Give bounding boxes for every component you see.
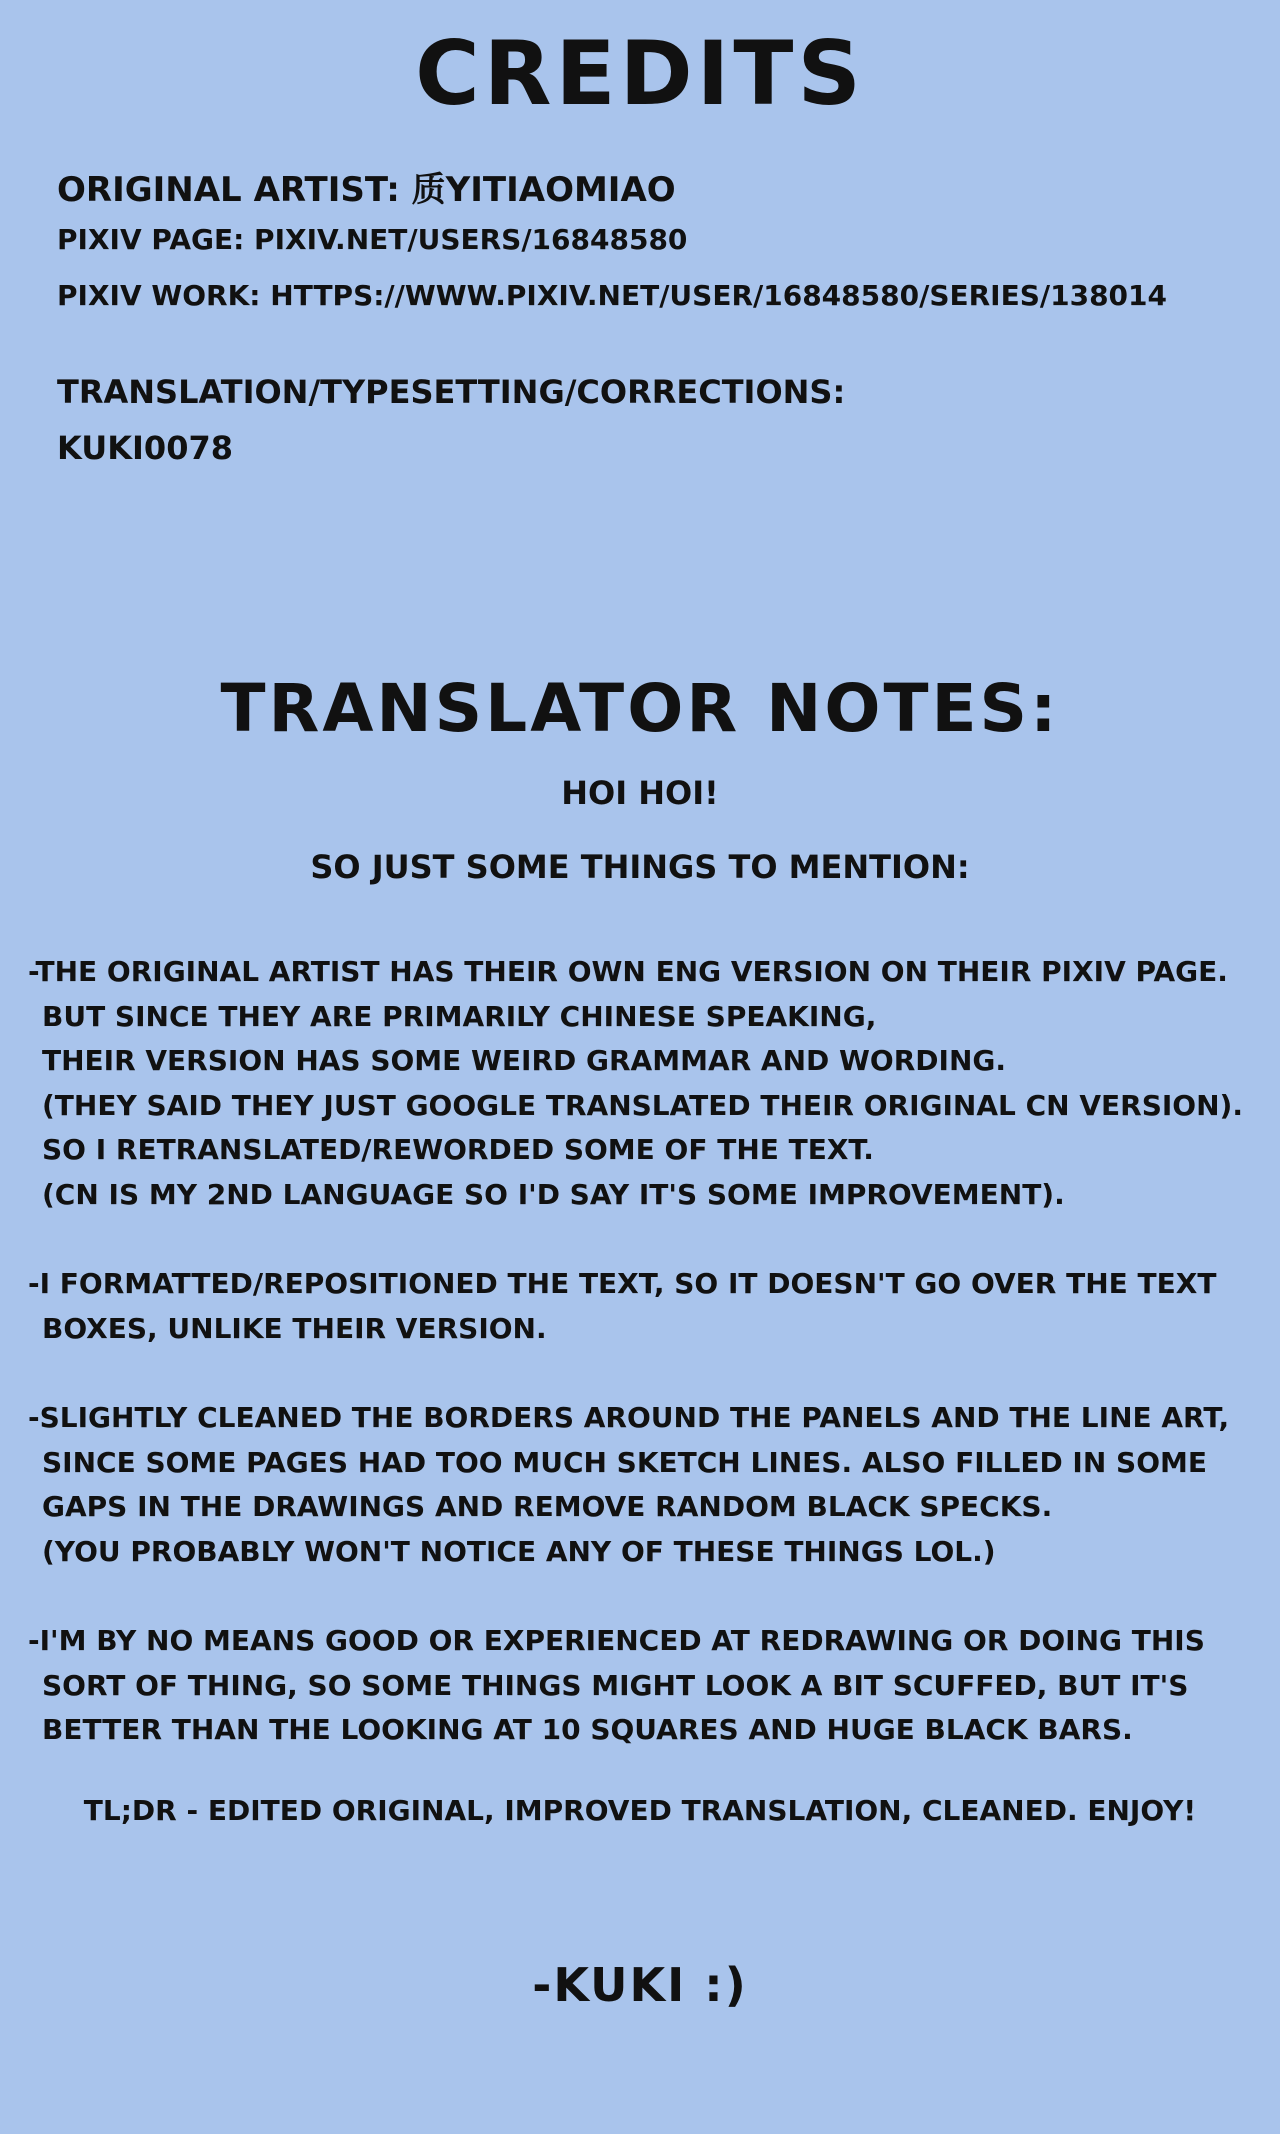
- pixiv-page-line: [57, 212, 1237, 268]
- original-artist-label: ORIGINAL ARTIST:: [57, 170, 400, 210]
- signoff: -KUKI :): [532, 1958, 748, 2012]
- notes-intro: SO JUST SOME THINGS TO MENTION:: [310, 848, 970, 886]
- spacer: [57, 324, 1237, 364]
- note-line: (THEY SAID THEY JUST GOOGLE TRANSLATED THEIR ORIGINAL CN VERSION).: [42, 1088, 1243, 1122]
- note-line: SO I RETRANSLATED/REWORDED SOME OF THE TEXT.: [42, 1133, 874, 1166]
- note-line: BUT SINCE THEY ARE PRIMARILY CHINESE SPEAKING,: [42, 999, 877, 1033]
- note-line: (YOU PROBABLY WON'T NOTICE ANY OF THESE THINGS LOL.): [42, 1534, 996, 1568]
- note-line: -SLIGHTLY CLEANED THE BORDERS AROUND THE PANELS AND THE LINE ART,: [28, 1401, 1230, 1434]
- translation-label: TRANSLATION/TYPESETTING/CORRECTIONS:: [57, 373, 846, 411]
- note-line: SINCE SOME PAGES HAD TOO MUCH SKETCH LINES. ALSO FILLED IN SOME: [42, 1445, 1207, 1479]
- note-line: -I'M BY NO MEANS GOOD OR EXPERIENCED AT REDRAWING OR DOING THIS: [28, 1624, 1205, 1657]
- credits-title: CREDITS: [415, 22, 865, 125]
- note-line: (CN IS MY 2ND LANGUAGE SO I'D SAY IT'S SOME IMPROVEMENT).: [42, 1177, 1065, 1211]
- note-item: [28, 1619, 1258, 1753]
- note-line: -I FORMATTED/REPOSITIONED THE TEXT, SO IT DOESN'T GO OVER THE TEXT: [28, 1267, 1217, 1300]
- pixiv-work-line: [57, 268, 1237, 324]
- note-line: BOXES, UNLIKE THEIR VERSION.: [42, 1311, 547, 1345]
- original-artist-line: [57, 168, 1237, 212]
- note-line: -THE ORIGINAL ARTIST HAS THEIR OWN ENG VERSION ON THEIR PIXIV PAGE.: [28, 955, 1228, 988]
- note-item: [28, 950, 1258, 1217]
- pixiv-work-value: HTTPS://WWW.PIXIV.NET/USER/16848580/SERIES/138014: [270, 279, 1168, 312]
- translation-value: KUKI0078: [57, 429, 233, 467]
- pixiv-page-value: PIXIV.NET/USERS/16848580: [254, 223, 688, 256]
- credits-block: [57, 168, 1237, 476]
- pixiv-page-label: PIXIV PAGE:: [57, 223, 245, 256]
- note-line: BETTER THAN THE LOOKING AT 10 SQUARES AND HUGE BLACK BARS.: [42, 1713, 1133, 1746]
- notes-list: [28, 950, 1258, 1798]
- note-item: [28, 1396, 1258, 1574]
- tldr-line: TL;DR - EDITED ORIGINAL, IMPROVED TRANSLATION, CLEANED. ENJOY!: [83, 1794, 1197, 1827]
- note-line: THEIR VERSION HAS SOME WEIRD GRAMMAR AND WORDING.: [42, 1044, 1006, 1077]
- pixiv-work-label: PIXIV WORK:: [57, 279, 261, 312]
- note-line: GAPS IN THE DRAWINGS AND REMOVE RANDOM BLACK SPECKS.: [42, 1490, 1053, 1523]
- note-line: SORT OF THING, SO SOME THINGS MIGHT LOOK A BIT SCUFFED, BUT IT'S: [42, 1668, 1189, 1702]
- greeting: HOI HOI!: [561, 774, 719, 812]
- note-item: [28, 1262, 1258, 1351]
- translator-notes-title: TRANSLATOR NOTES:: [220, 670, 1060, 747]
- original-artist-name: 质YITIAOMIAO: [411, 170, 676, 210]
